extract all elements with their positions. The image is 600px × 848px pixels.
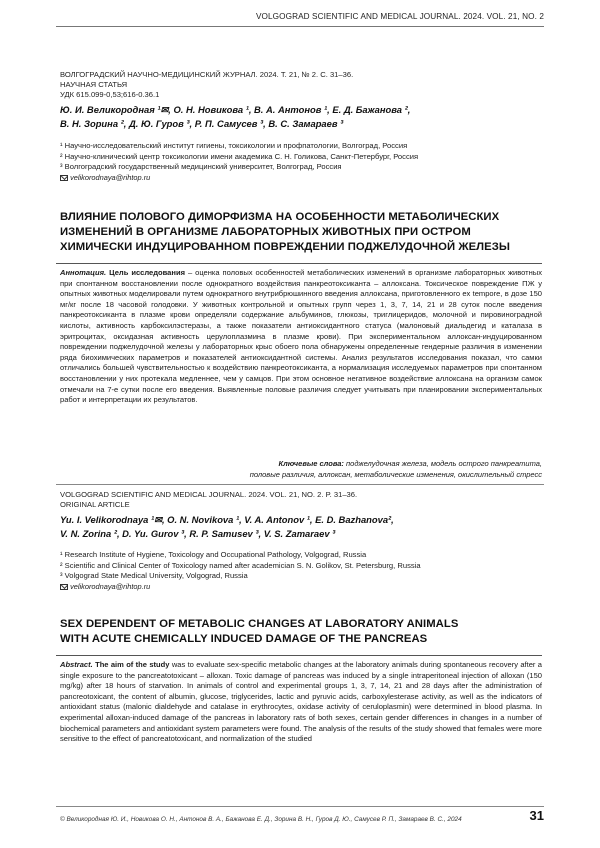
- ru-meta: [60, 70, 353, 100]
- ru-journal-line: ВОЛГОГРАДСКИЙ НАУЧНО-МЕДИЦИНСКИЙ ЖУРНАЛ. 2024. Т. 21, № 2. С. 31–36.: [60, 70, 354, 79]
- en-article-type: ORIGINAL ARTICLE: [60, 500, 130, 509]
- ru-authors: [60, 103, 410, 131]
- en-abstract-rule: [56, 655, 542, 656]
- en-email[interactable]: velikorodnaya@rihtop.ru: [70, 581, 151, 591]
- footer-rule: [56, 806, 544, 807]
- ru-udk: УДК 615.099-0,53;616-0.36.1: [60, 90, 160, 99]
- en-affil-2: ² Scientific and Clinical Center of Toxicology named after academician S. N. Golikov, St. Petersburg, Russia: [60, 560, 421, 570]
- en-abstract-aim: The aim of the study: [95, 660, 170, 669]
- ru-abstract-rule: [56, 263, 542, 264]
- en-journal-line: VOLGOGRAD SCIENTIFIC AND MEDICAL JOURNAL. 2024. VOL. 21, NO. 2. P. 31–36.: [60, 490, 358, 499]
- ru-keywords: [250, 459, 542, 480]
- section-rule: [56, 484, 544, 485]
- en-title: [60, 617, 550, 647]
- ru-abstract-aim: Цель исследования: [109, 268, 185, 277]
- ru-affiliations: [60, 141, 418, 183]
- en-abstract-text: was to evaluate sex-specific metabolic changes at the laboratory animals during spontaneous recovery after a single exposure to the pancreatotoxicant – alloxan. Toxic damage of pancreas was induced by a single intraperitoneal injection of alloxan (150 mg/kg) after 18 hours of starvation. In animals of control and experimental groups 1, 3, 7, 14, 21 and 28 days after the administration of pancreotoxicant, the content of albumin, glucose, triglycerides, lactic and pyruvic acids, carboxylesterase activity, as well as the indicators of antioxidant status (malonic dialdehyde and catalase in erythrocytes, oxidase activity of ceruloplasmin) were determined in blood plasma. In experimental alloxan-induced damage of the pancreas in laboratory rats of both sexes, certain gender differences in changes in a number of biochemical parameters and antioxidant system parameters were found. The analysis of the results of the study showed that females were more sensitive to the effect of pancreatotoxicant, and normalization of the studied: [60, 660, 542, 744]
- ru-title-line1: ВЛИЯНИЕ ПОЛОВОГО ДИМОРФИЗМА НА ОСОБЕННОСТИ МЕТАБОЛИЧЕСКИХ: [60, 211, 500, 223]
- en-abstract: [60, 660, 542, 745]
- ru-title: [60, 210, 550, 255]
- ru-abstract-label: Аннотация.: [60, 268, 107, 277]
- envelope-icon: [60, 584, 68, 590]
- ru-affil-1: ¹ Научно-исследовательский институт гигиены, токсикологии и профпатологии, Волгоград, Россия: [60, 141, 408, 150]
- ru-authors-line2: В. Н. Зорина ², Д. Ю. Гуров ³, Р. П. Самусев ³, В. С. Замараев ³: [60, 118, 344, 129]
- en-title-line1: SEX DEPENDENT OF METABOLIC CHANGES AT LABORATORY ANIMALS: [60, 618, 459, 630]
- en-abstract-label: Abstract.: [60, 660, 93, 669]
- ru-affil-3: ³ Волгоградский государственный медицинский университет, Волгоград, Россия: [60, 162, 342, 171]
- en-authors-line2: V. N. Zorina ², D. Yu. Gurov ³, R. P. Samusev ³, V. S. Zamaraev ³: [60, 528, 336, 539]
- ru-keywords-label: Ключевые слова:: [278, 459, 344, 468]
- running-header: VOLGOGRAD SCIENTIFIC AND MEDICAL JOURNAL. 2024. VOL. 21, NO. 2: [256, 12, 544, 21]
- en-affiliations: [60, 550, 421, 592]
- en-affil-3: ³ Volgograd State Medical University, Volgograd, Russia: [60, 571, 248, 580]
- ru-email-row: [60, 173, 418, 184]
- en-meta: [60, 490, 357, 510]
- en-email-row: [60, 582, 421, 593]
- ru-email[interactable]: velikorodnaya@rihtop.ru: [70, 172, 151, 182]
- ru-affil-2: ² Научно-клинический центр токсикологии имени академика С. Н. Голикова, Санкт-Петербург, Россия: [60, 151, 419, 161]
- ru-keywords-line2: половые различия, аллоксан, метаболические изменения, окислительный стресс: [249, 469, 542, 479]
- ru-keywords-line1: поджелудочная железа, модель острого панкреатита,: [343, 459, 542, 468]
- ru-abstract: [60, 268, 542, 406]
- ru-abstract-text: – оценка половых особенностей метаболических изменений в организме лабораторных животных при спонтанном восстановлении после однократного воздействия панкреотоксиканта – аллоксана. Токсическое повреждение ПЖ у опытных животных моделировали путем однократного внутрибрюшинного введения аллоксана, приготовленного ex tempore, в дозе 150 мг/кг после 18 часовой голодовки. У животных контрольной и опытных групп через 1, 3, 7, 14, 21 и 28 суток после введения панкреотоксиканта в плазме крови определяли содержание альбуминов, глюкозы, триглицеридов, молочной и пировиноградной кислоты, активность карбоксилэстеразы, а также показатели антиоксидантного статуса (малоновый диальдегид и каталаза в эритроцитах, оксидазная активность церулоплазмина в плазме крови). При экспериментальном аллоксан-индуцированном повреждении поджелудочной железы у лабораторных крыс обоего пола обнаружены определенные гендерные различия в изменении ряда биохимических параметров и показателей антиоксидантной системы. Анализ результатов исследования показал, что самки отличались большей чувствительностью к воздействию панкреотоксиканта, а нормализация исследуемых параметров при спонтанном восстановлении у них протекала медленнее, чем у самцов. При этом основное негативное воздействие аллоксана на организм самок отмечали на 7-е сутки после его введения. Выявленные половые различия следует учитывать при планировании экспериментальных работ и интерпретации их результатов.: [60, 268, 542, 405]
- en-title-line2: WITH ACUTE CHEMICALLY INDUCED DAMAGE OF THE PANCREAS: [60, 633, 428, 645]
- page-number: 31: [529, 808, 544, 823]
- ru-authors-line1: Ю. И. Великородная ¹✉, О. Н. Новикова ¹, В. А. Антонов ¹, Е. Д. Бажанова ²,: [60, 104, 411, 115]
- en-authors: [60, 513, 394, 541]
- en-affil-1: ¹ Research Institute of Hygiene, Toxicology and Occupational Pathology, Volgograd, Russia: [60, 550, 367, 559]
- envelope-icon: [60, 175, 68, 181]
- en-authors-line1: Yu. I. Velikorodnaya ¹✉, O. N. Novikova ¹, V. A. Antonov ¹, E. D. Bazhanova²,: [60, 514, 394, 525]
- ru-title-line2: ИЗМЕНЕНИЙ В ОРГАНИЗМЕ ЛАБОРАТОРНЫХ ЖИВОТНЫХ ПРИ ОСТРОМ: [60, 226, 471, 238]
- ru-article-type: НАУЧНАЯ СТАТЬЯ: [60, 80, 128, 89]
- header-rule: [56, 26, 544, 27]
- copyright: © Великородная Ю. И., Новикова О. Н., Антонов В. А., Бажанова Е. Д., Зорина В. Н., Гуров Д. Ю., Самусев Р. П., Замараев В. С., 2024: [60, 816, 462, 823]
- ru-title-line3: ХИМИЧЕСКИ ИНДУЦИРОВАННОМ ПОВРЕЖДЕНИИ ПОДЖЕЛУДОЧНОЙ ЖЕЛЕЗЫ: [60, 241, 510, 253]
